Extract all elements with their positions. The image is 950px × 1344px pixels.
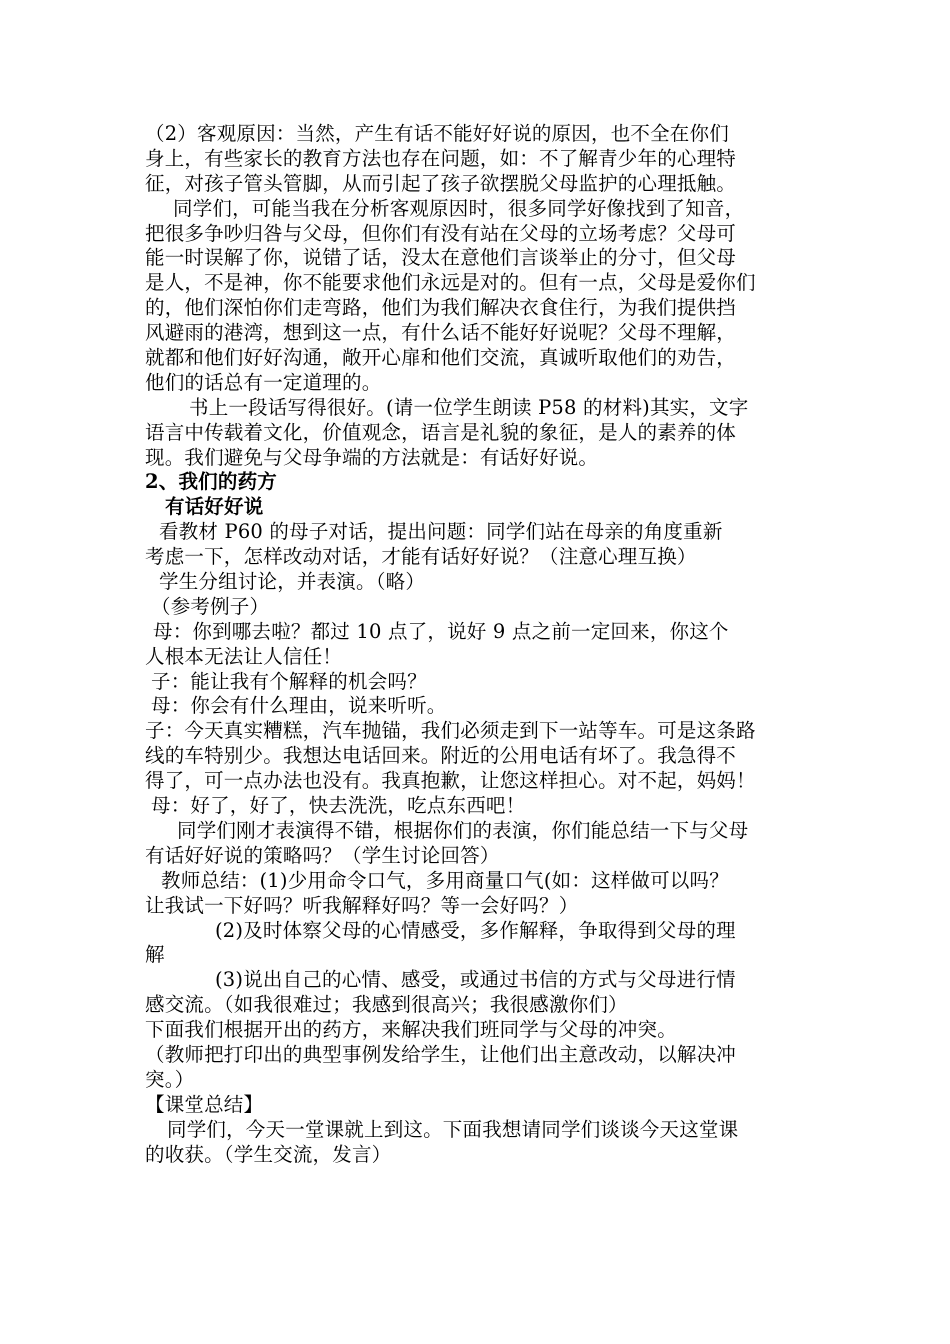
text-line: 的收获。（学生交流，发言）	[145, 1142, 392, 1166]
text-line: 他们的话总有一定道理的。	[145, 370, 382, 394]
text-line: 感交流。（如我很难过；我感到很高兴；我很感激你们）	[145, 993, 628, 1017]
text-line: 教师总结：(1)少用命令口气，多用商量口气(如：这样做可以吗？	[161, 868, 729, 892]
document-body	[145, 122, 813, 1167]
text-line: （教师把打印出的典型事例发给学生，让他们出主意改动，以解决冲	[145, 1042, 737, 1066]
text-line: （参考例子）	[151, 594, 270, 618]
text-line: 征，对孩子管头管脚，从而引起了孩子欲摆脱父母监护的心理抵触。	[145, 171, 737, 195]
text-line: 同学们，今天一堂课就上到这。下面我想请同学们谈谈今天这堂课	[167, 1117, 739, 1141]
text-line: 能一时误解了你，说错了话，没太在意他们言谈举止的分寸，但父母	[145, 246, 737, 270]
text-line: 风避雨的港湾，想到这一点，有什么话不能好好说呢？父母不理解，	[145, 321, 737, 345]
text-line: 母：你会有什么理由，说来听听。	[151, 694, 447, 718]
text-line: 突。）	[145, 1067, 195, 1091]
text-line: 书上一段话写得很好。(请一位学生朗读 P58 的材料)其实，文字	[189, 395, 749, 419]
text-line: 考虑一下，怎样改动对话，才能有话好好说？（注意心理互换）	[145, 545, 697, 569]
text-line: 让我试一下好吗？听我解释好吗？等一会好吗？）	[145, 893, 579, 917]
text-line: 的，他们深怕你们走弯路，他们为我们解决衣食住行，为我们提供挡	[145, 296, 737, 320]
text-line: 母：你到哪去啦？都过 10 点了，说好 9 点之前一定回来，你这个	[153, 619, 729, 643]
text-line: （2）客观原因：当然，产生有话不能好好说的原因，也不全在你们	[145, 122, 729, 145]
text-line: 看教材 P60 的母子对话，提出问题：同学们站在母亲的角度重新	[159, 520, 723, 544]
text-line: 子：能让我有个解释的机会吗？	[151, 669, 427, 693]
text-line: 把很多争吵归咎与父母，但你们有没有站在父母的立场考虑？父母可	[145, 221, 737, 245]
text-line: (3)说出自己的心情、感受，或通过书信的方式与父母进行情	[215, 968, 736, 992]
text-line: 下面我们根据开出的药方，来解决我们班同学与父母的冲突。	[145, 1018, 677, 1042]
text-line: 【课堂总结】	[145, 1092, 264, 1116]
text-line: 同学们，可能当我在分析客观原因时，很多同学好像找到了知音，	[173, 196, 745, 220]
text-line: 身上，有些家长的教育方法也存在问题，如：不了解青少年的心理特	[145, 146, 737, 170]
text-line: 解	[145, 943, 165, 967]
text-line: 线的车特别少。我想达电话回来。附近的公用电话有坏了。我急得不	[145, 744, 737, 768]
text-line: (2)及时体察父母的心情感受，多作解释，争取得到父母的理	[215, 918, 736, 942]
text-line: 语言中传载着文化，价值观念，语言是礼貌的象征，是人的素养的体	[145, 420, 737, 444]
section-heading: 2、我们的药方	[145, 470, 277, 494]
text-line: 有话好好说的策略吗？（学生讨论回答）	[145, 843, 500, 867]
text-line: 子：今天真实糟糕，汽车抛锚，我们必须走到下一站等车。可是这条路	[145, 719, 756, 743]
text-line: 就都和他们好好沟通，敞开心扉和他们交流，真诚听取他们的劝告，	[145, 346, 737, 370]
text-line: 是人，不是神，你不能要求他们永远是对的。但有一点，父母是爱你们	[145, 271, 756, 295]
text-line: 现。我们避免与父母争端的方法就是：有话好好说。	[145, 445, 599, 469]
text-line: 同学们刚才表演得不错，根据你们的表演，你们能总结一下与父母	[177, 818, 749, 842]
text-line: 得了，可一点办法也没有。我真抱歉，让您这样担心。对不起，妈妈！	[145, 769, 756, 793]
text-line: 母：好了，好了，快去洗洗，吃点东西吧！	[151, 794, 526, 818]
text-line: 人根本无法让人信任！	[145, 644, 343, 668]
text-line: 学生分组讨论，并表演。（略）	[159, 570, 426, 594]
section-heading: 有话好好说	[165, 495, 264, 519]
